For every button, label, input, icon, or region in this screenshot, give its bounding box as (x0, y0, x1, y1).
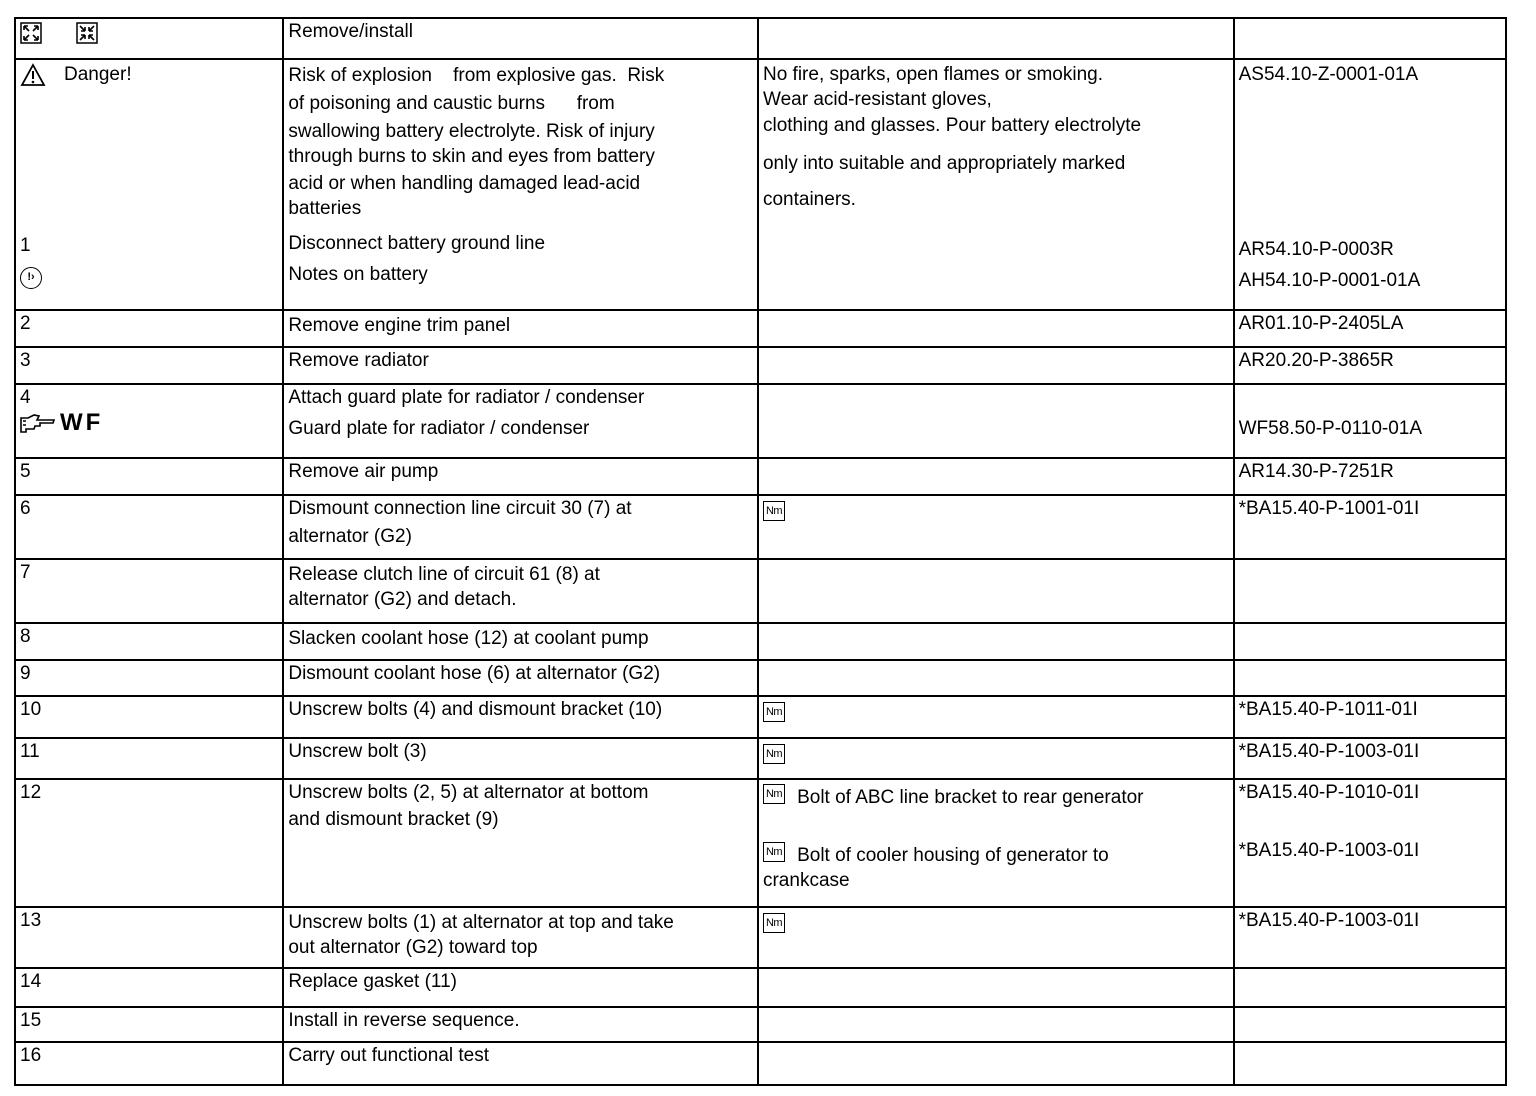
doc-ref[interactable]: *BA15.40-P-1003-01I (1238, 840, 1420, 861)
torque-note: Bolt of ABC line bracket to rear generator (797, 787, 1144, 808)
table-row (15, 310, 1506, 347)
step-text: Dismount connection line circuit 30 (7) at alternator (G2) (283, 495, 758, 559)
procedure-table (14, 17, 1507, 1086)
doc-ref[interactable]: *BA15.40-P-1001-01I (1234, 495, 1506, 559)
step-number: 14 (15, 968, 283, 1007)
step-text: Remove air pump (283, 458, 758, 495)
step-number: 15 (15, 1007, 283, 1042)
note-text: Notes on battery (288, 264, 428, 285)
step-number: 12 (15, 779, 283, 907)
table-row (15, 779, 1506, 907)
doc-ref[interactable]: AR14.30-P-7251R (1234, 458, 1506, 495)
workshop-equipment-ref: WF (20, 410, 278, 435)
torque-note: Bolt of cooler housing of generator to (797, 845, 1109, 866)
collapse-icon (76, 22, 98, 44)
table-row (15, 1007, 1506, 1042)
doc-ref[interactable]: WF58.50-P-0110-01A (1238, 418, 1423, 439)
doc-ref[interactable]: AR01.10-P-2405LA (1234, 310, 1506, 347)
doc-ref[interactable]: AR54.10-P-0003R (1238, 239, 1394, 260)
step-text: Dismount coolant hose (6) at alternator (G2) (283, 660, 758, 696)
table-row (15, 968, 1506, 1007)
pointing-hand-icon (20, 412, 56, 434)
step-text: Release clutch line of circuit 61 (8) at alternator (G2) and detach. (283, 559, 758, 623)
step-text: Unscrew bolts (1) at alternator at top and take out alternator (G2) toward top (283, 907, 758, 968)
table-row (15, 495, 1506, 559)
table-row (15, 1042, 1506, 1085)
table-row (15, 738, 1506, 779)
torque-nm-icon[interactable]: Nm (763, 784, 785, 804)
torque-nm-icon[interactable]: Nm (763, 744, 785, 764)
step-number: 13 (15, 907, 283, 968)
step-number: 6 (15, 495, 283, 559)
table-row (15, 623, 1506, 660)
danger-risk-text: Risk of explosion from explosive gas. Risk of poisoning and caustic burns from swallowing battery electrolyte. Risk of injury through burns to skin and eyes from battery acid or when handling damaged lead-acid batteries (288, 65, 665, 219)
step-text: Carry out functional test (283, 1042, 758, 1085)
torque-nm-icon[interactable]: Nm (763, 702, 785, 722)
step-text: Remove radiator (283, 347, 758, 384)
step-number: 3 (15, 347, 283, 384)
table-row (15, 384, 1506, 458)
danger-label: Danger! (64, 64, 132, 85)
step-number: 1 (20, 235, 31, 256)
step-text: Replace gasket (11) (283, 968, 758, 1007)
step-subtext: Guard plate for radiator / condenser (288, 418, 590, 439)
doc-ref[interactable]: *BA15.40-P-1003-01I (1234, 738, 1506, 779)
table-row (15, 696, 1506, 738)
step-text: Unscrew bolts (4) and dismount bracket (10) (283, 696, 758, 738)
table-row (15, 458, 1506, 495)
table-row (15, 907, 1506, 968)
table-row (15, 559, 1506, 623)
doc-ref[interactable]: AH54.10-P-0001-01A (1238, 270, 1421, 291)
torque-note-cont: crankcase (762, 870, 850, 891)
torque-nm-icon[interactable]: Nm (763, 842, 785, 862)
torque-nm-icon[interactable]: Nm (763, 501, 785, 521)
torque-nm-icon[interactable]: Nm (763, 913, 785, 933)
step-text: Unscrew bolt (3) (283, 738, 758, 779)
table-row (15, 18, 1506, 59)
step-number: 16 (15, 1042, 283, 1085)
step-number: 7 (15, 559, 283, 623)
step-text: Remove/install (283, 18, 758, 59)
expand-icon (20, 22, 42, 44)
table-row (15, 660, 1506, 696)
step-text: Unscrew bolts (2, 5) at alternator at bottom and dismount bracket (9) (283, 779, 758, 907)
cell-icons (15, 18, 283, 59)
table-row (15, 347, 1506, 384)
doc-ref[interactable]: *BA15.40-P-1010-01I (1238, 782, 1420, 803)
doc-ref[interactable]: AS54.10-Z-0001-01A (1238, 64, 1419, 85)
step-number: 4 (20, 387, 31, 408)
danger-measures-text: No fire, sparks, open flames or smoking. Wear acid-resistant gloves, clothing and glasses. Pour battery electrolyte only into suitable and appropriately marked containers. (762, 64, 1142, 210)
doc-ref[interactable]: *BA15.40-P-1011-01I (1234, 696, 1506, 738)
step-number: 10 (15, 696, 283, 738)
step-number: 11 (15, 738, 283, 779)
step-text: Remove engine trim panel (283, 310, 758, 347)
doc-ref[interactable]: AR20.20-P-3865R (1234, 347, 1506, 384)
step-number: 5 (15, 458, 283, 495)
warning-icon (20, 63, 46, 87)
step-text: Slacken coolant hose (12) at coolant pump (283, 623, 758, 660)
step-text: Disconnect battery ground line (288, 233, 546, 254)
step-number: 9 (15, 660, 283, 696)
doc-ref[interactable]: *BA15.40-P-1003-01I (1234, 907, 1506, 968)
step-number: 2 (15, 310, 283, 347)
note-icon: !› (20, 267, 42, 289)
step-number: 8 (15, 623, 283, 660)
table-row (15, 59, 1506, 310)
step-text: Attach guard plate for radiator / condenser (288, 387, 645, 408)
step-text: Install in reverse sequence. (283, 1007, 758, 1042)
